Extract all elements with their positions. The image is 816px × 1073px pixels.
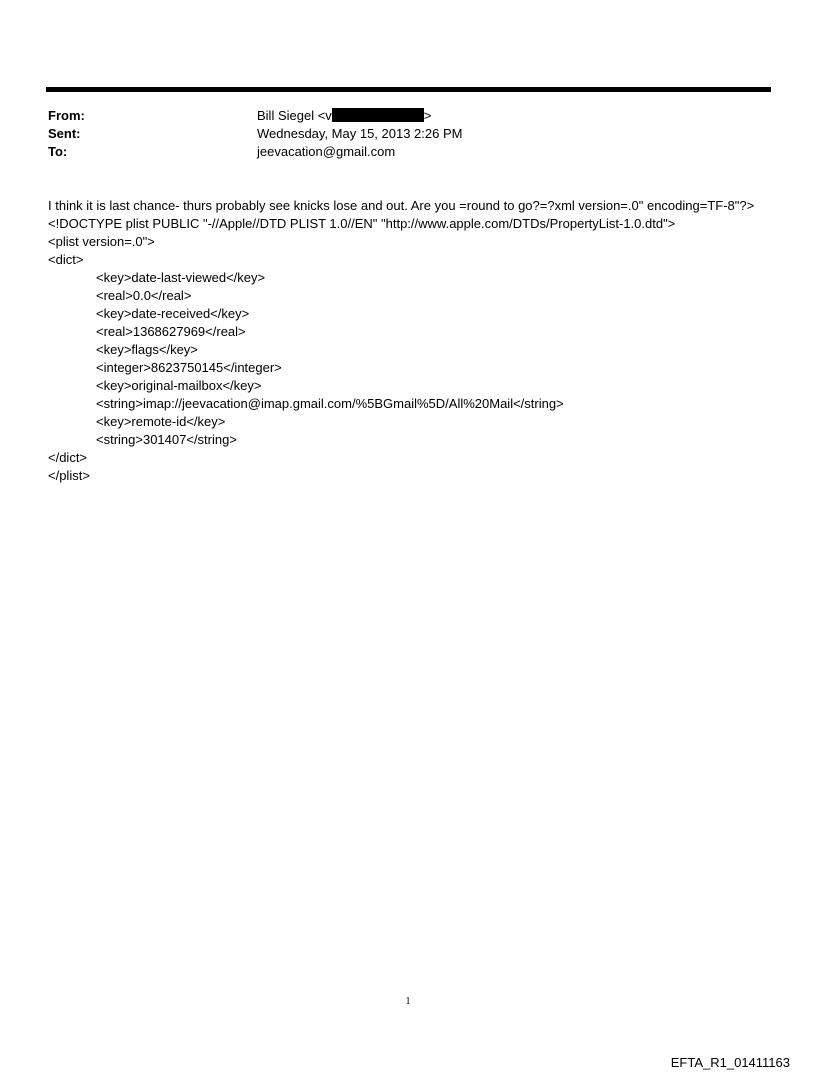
header-rule: [46, 87, 771, 92]
from-name: Bill Siegel <v: [257, 108, 332, 123]
plist-line: <string>imap://jeevacation@imap.gmail.com/%5BGmail%5D/All%20Mail</string>: [96, 396, 564, 411]
plist-line: <key>date-last-viewed</key>: [96, 270, 266, 285]
dict-close-line: </dict>: [48, 450, 88, 465]
plist-line: <real>0.0</real>: [96, 288, 192, 303]
from-value: [257, 107, 431, 125]
plist-line: <key>original-mailbox</key>: [96, 378, 262, 393]
plist-line: <integer>8623750145</integer>: [96, 360, 282, 375]
to-label: To:: [48, 144, 68, 159]
plist-line: <key>remote-id</key>: [96, 414, 226, 429]
plist-line: <key>date-received</key>: [96, 306, 250, 321]
from-close: >: [423, 108, 432, 123]
to-value: jeevacation@gmail.com: [257, 144, 396, 159]
redaction-box: [332, 108, 424, 122]
page-number: 1: [405, 996, 411, 1007]
plist-line: <string>301407</string>: [96, 432, 237, 447]
document-id: EFTA_R1_01411163: [670, 1055, 790, 1070]
sent-label: Sent:: [48, 126, 81, 141]
dict-open-line: <dict>: [48, 252, 84, 267]
plist-line: <real>1368627969</real>: [96, 324, 246, 339]
email-body: [48, 197, 758, 485]
plist-close-line: </plist>: [48, 468, 90, 483]
sent-value: Wednesday, May 15, 2013 2:26 PM: [257, 126, 463, 141]
plist-open-line: <plist version=.0">: [48, 234, 155, 249]
body-paragraph: I think it is last chance- thurs probably see knicks lose and out. Are you =round to go?=?xml version=.0" encoding=TF-8"?> <!DOCTYPE plist PUBLIC "-//Apple//DTD PLIST 1.0//EN" "http://www.apple.com/DTDs/PropertyList-1.0.dtd">: [48, 198, 755, 231]
from-label: From:: [48, 108, 85, 123]
plist-line: <key>flags</key>: [96, 342, 198, 357]
